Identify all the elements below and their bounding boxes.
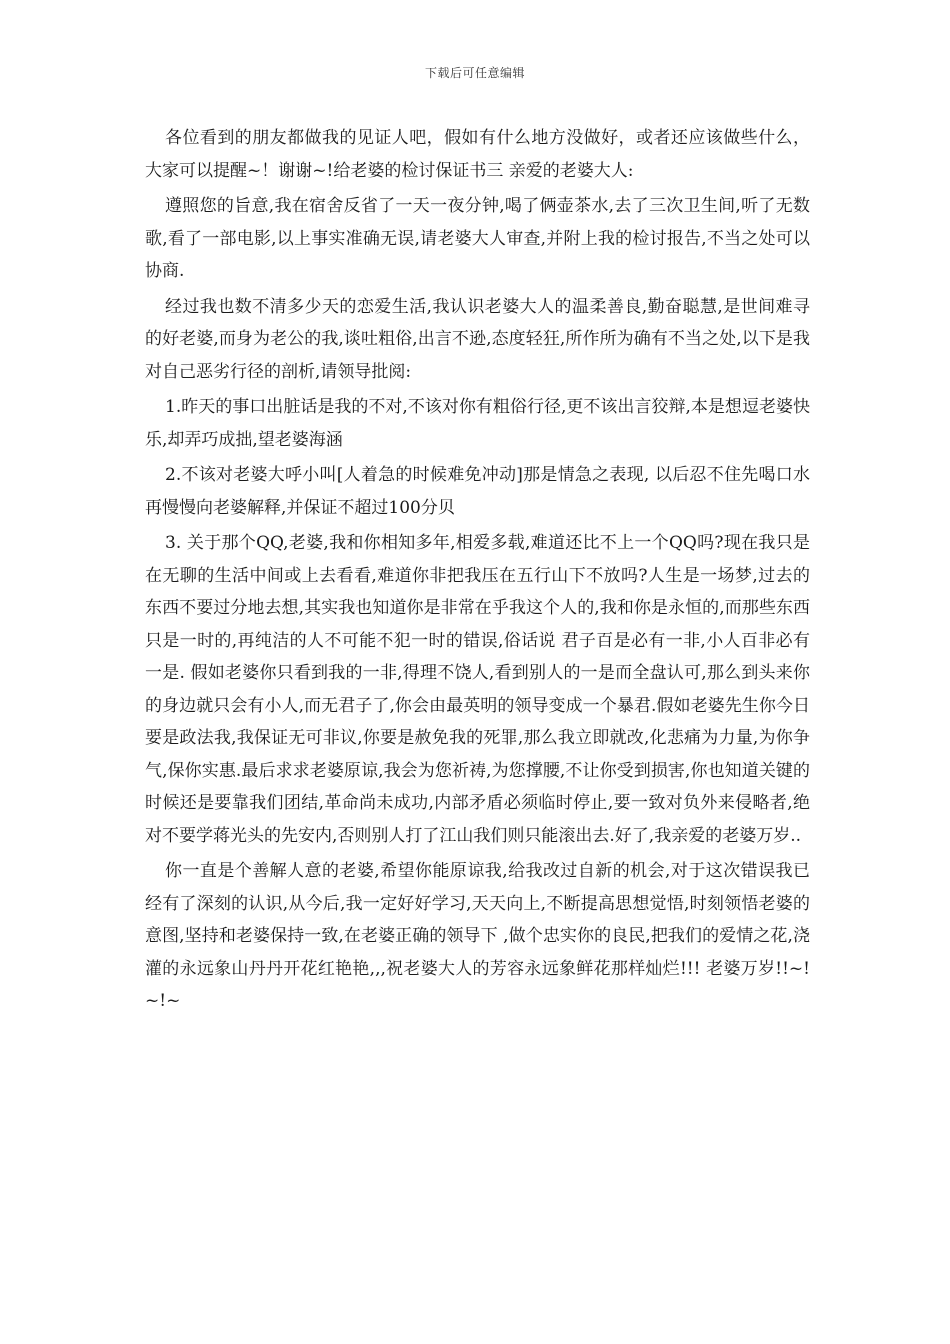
list-item-3: 3. 关于那个QQ,老婆,我和你相知多年,相爱多载,难道还比不上一个QQ吗?现在我只是在无聊的生活中间或上去看看,难道你非把我压在五行山下不放吗?人生是一场梦,过去的东西不要过分地去想,其实我也知道你是非常在乎我这个人的,我和你是永恒的,而那些东西只是一时的,再纯洁的人不可能不犯一时的错误,俗话说 君子百是必有一非,小人百非必有一是. 假如老婆你只看到我的一非,得理不饶人,看到别人的一是而全盘认可,那么到头来你的身边就只会有小人,而无君子了,你会由最英明的领导变成一个暴君.假如老婆先生你今日要是政法我,我保证无可非议,你要是赦免我的死罪,那么我立即就改,化悲痛为力量,为你争气,保你实惠.最后求求老婆原谅,我会为您祈祷,为您撑腰,不让你受到损害,你也知道关键的时候还是要靠我们团结,革命尚未成功,内部矛盾必须临时停止,要一致对负外来侵略者,绝对不要学蒋光头的先安内,否则别人打了江山我们则只能滚出去.好了,我亲爱的老婆万岁.. [145,533,810,846]
paragraph: 你一直是个善解人意的老婆,希望你能原谅我,给我改过自新的机会,对于这次错误我已经有了深刻的认识,从今后,我一定好好学习,天天向上,不断提高思想觉悟,时刻领悟老婆的意图,坚持和老婆保持一致,在老婆正确的领导下 ,做个忠实你的良民,把我们的爱情之花,浇灌的永远象山丹丹开花红艳艳,,,祝老婆大人的芳容永远象鲜花那样灿烂!!! 老婆万岁!!~!~!~ [145,861,810,1011]
paragraph: 经过我也数不清多少天的恋爱生活,我认识老婆大人的温柔善良,勤奋聪慧,是世间难寻的好老婆,而身为老公的我,谈吐粗俗,出言不逊,态度轻狂,所作所为确有不当之处,以下是我对自己恶劣行径的剖析,请领导批阅: [145,296,810,382]
list-item-1: 1.昨天的事口出脏话是我的不对,不该对你有粗俗行径,更不该出言狡辩,本是想逗老婆快乐,却弄巧成拙,望老婆海涵 [145,397,810,450]
paragraph: 遵照您的旨意,我在宿舍反省了一天一夜分钟,喝了俩壶茶水,去了三次卫生间,听了无数歌,看了一部电影,以上事实准确无误,请老婆大人审查,并附上我的检讨报告,不当之处可以协商. [145,196,810,281]
document-body [145,122,810,1018]
paragraph: 各位看到的朋友都做我的见证人吧，假如有什么地方没做好，或者还应该做些什么，大家可以提醒~！谢谢~!给老婆的检讨保证书三 亲爱的老婆大人: [145,128,810,181]
page-header: 下载后可任意编辑 [424,66,525,80]
list-item-2: 2.不该对老婆大呼小叫[人着急的时候难免冲动]那是情急之表现, 以后忍不住先喝口水再慢慢向老婆解释,并保证不超过100分贝 [145,465,810,518]
